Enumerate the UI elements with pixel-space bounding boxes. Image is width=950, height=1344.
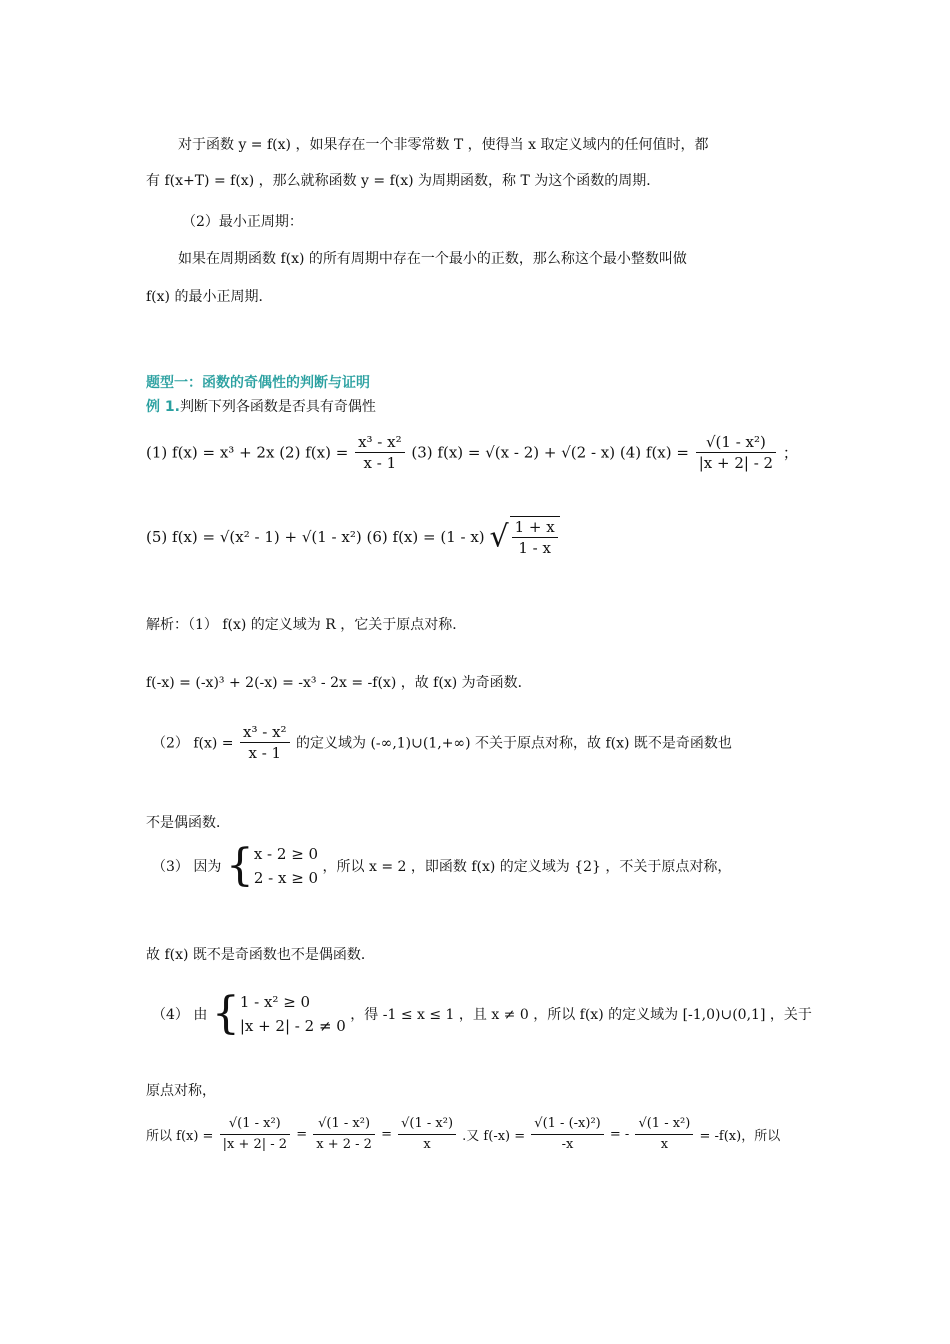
solution-4-frac-4-den: -x <box>561 1137 574 1152</box>
solution-4-frac-3 <box>398 1114 456 1155</box>
solution-4-rest: ，得 -1 ≤ x ≤ 1 ，且 x ≠ 0 ，所以 f(x) 的定义域为 [-1,0)∪(0,1] ，关于 <box>350 1007 812 1023</box>
solution-2-continuation: 不是偶函数． <box>146 815 230 831</box>
solution-4-frac-3-den: x <box>423 1137 431 1152</box>
item-6-fraction <box>510 516 560 558</box>
left-brace-icon: { <box>211 988 240 1039</box>
solution-4-system <box>240 990 346 1038</box>
solution-4-f-prefix: 所以 f(x) = <box>146 1129 214 1144</box>
solution-4-prefix: （4） 由 <box>152 1007 208 1023</box>
solution-4-mid: .又 f(-x) = <box>462 1129 526 1144</box>
solution-4-frac-4 <box>531 1114 603 1155</box>
item-6-numerator: 1 + x <box>512 517 558 538</box>
solution-1-line1: 解析：（1） f(x) 的定义域为 R ，它关于原点对称． <box>146 617 467 633</box>
item-4-lhs: (4) f(x) = <box>619 443 689 462</box>
min-period-subheading: （2）最小正周期： <box>182 214 303 230</box>
solution-4-condition-2: |x + 2| - 2 ≠ 0 <box>239 1017 346 1035</box>
period-definition-line1: 对于函数 y = f(x) ，如果存在一个非零常数 T ，使得当 x 取定义域内的任何值时，都 <box>178 137 709 153</box>
solution-3-rest: ，所以 x = 2 ，即函数 f(x) 的定义域为 {2} ，不关于原点对称， <box>322 859 732 875</box>
solution-4-frac-3-num: √(1 - x²) <box>398 1114 456 1135</box>
solution-4-frac-5 <box>635 1114 693 1155</box>
solution-4-derivation <box>146 1114 780 1155</box>
solution-4-continuation: 原点对称， <box>146 1083 216 1099</box>
item-4-fraction <box>696 432 776 473</box>
solution-2-numerator: x³ - x² <box>240 722 290 743</box>
items-row-1 <box>146 432 798 473</box>
solution-2-fraction <box>240 722 290 763</box>
period-definition-line2: 有 f(x+T) = f(x) ，那么就称函数 y = f(x) 为周期函数，称 T 为这个函数的周期． <box>146 173 661 189</box>
example-text: 判断下列各函数是否具有奇偶性 <box>179 399 376 415</box>
solution-4-condition-1: 1 - x² ≥ 0 <box>239 993 311 1011</box>
solution-4-end: = -f(x)，所以 <box>699 1129 781 1144</box>
item-2-denominator: x - 1 <box>363 454 397 472</box>
items-row-2 <box>146 516 562 558</box>
solution-4-frac-2-num: √(1 - x²) <box>313 1114 375 1135</box>
item-4-denominator: |x + 2| - 2 <box>698 454 774 472</box>
radical-sign-icon: √ <box>489 519 509 555</box>
left-brace-icon: { <box>225 840 254 891</box>
min-period-line1: 如果在周期函数 f(x) 的所有周期中存在一个最小的正数，那么称这个最小整数叫做 <box>178 251 687 267</box>
equals-sign: = <box>381 1127 392 1142</box>
solution-4-line <box>152 990 812 1038</box>
solution-4-frac-5-num: √(1 - x²) <box>635 1114 693 1135</box>
solution-4-frac-4-num: √(1 - (-x)²) <box>531 1114 603 1135</box>
section-title: 题型一：函数的奇偶性的判断与证明 <box>146 375 370 391</box>
min-period-line2: f(x) 的最小正周期． <box>146 289 273 305</box>
solution-4-frac-5-den: x <box>660 1137 669 1152</box>
equals-sign: = <box>296 1127 308 1142</box>
solution-4-frac-1 <box>220 1114 290 1155</box>
solution-2-rest: 的定义域为 (-∞,1)∪(1,+∞) 不关于原点对称，故 f(x) 既不是奇函数也 <box>296 735 732 752</box>
solution-3-prefix: （3） 因为 <box>152 859 222 875</box>
solution-3-continuation: 故 f(x) 既不是奇函数也不是偶函数． <box>146 947 375 963</box>
solution-3-line <box>152 842 731 890</box>
equals-minus-sign: = - <box>609 1127 630 1142</box>
solution-4-frac-2-den: x + 2 - 2 <box>316 1137 372 1152</box>
item-2-fraction <box>355 432 405 473</box>
solution-4-frac-1-num: √(1 - x²) <box>220 1114 290 1135</box>
example-label: 例 1. <box>146 399 180 415</box>
item-6-denominator: 1 - x <box>518 539 551 557</box>
solution-3-condition-1: x - 2 ≥ 0 <box>253 845 319 863</box>
solution-1-line2: f(-x) = (-x)³ + 2(-x) = -x³ - 2x = -f(x) ，故 f(x) 为奇函数． <box>146 675 532 691</box>
item-6-lhs: (6) f(x) = (1 - x) <box>366 528 485 546</box>
example-line <box>146 396 376 416</box>
solution-2-line <box>152 722 732 763</box>
solution-3-condition-2: 2 - x ≥ 0 <box>253 869 319 887</box>
item-3: (3) f(x) = √(x - 2) + √(2 - x) <box>411 443 616 462</box>
solution-2-denominator: x - 1 <box>248 744 282 762</box>
item-2-lhs: (2) f(x) = <box>279 443 349 462</box>
solution-4-frac-2 <box>313 1114 375 1155</box>
solution-2-lhs: （2） f(x) = <box>152 735 234 752</box>
solution-4-frac-1-den: |x + 2| - 2 <box>222 1137 288 1152</box>
solution-3-system <box>254 842 318 890</box>
item-4-end: ； <box>782 444 798 462</box>
item-4-numerator: √(1 - x²) <box>696 432 776 453</box>
item-2-numerator: x³ - x² <box>355 432 405 453</box>
item-5: (5) f(x) = √(x² - 1) + √(1 - x²) <box>146 528 362 546</box>
item-1: (1) f(x) = x³ + 2x <box>146 443 275 462</box>
